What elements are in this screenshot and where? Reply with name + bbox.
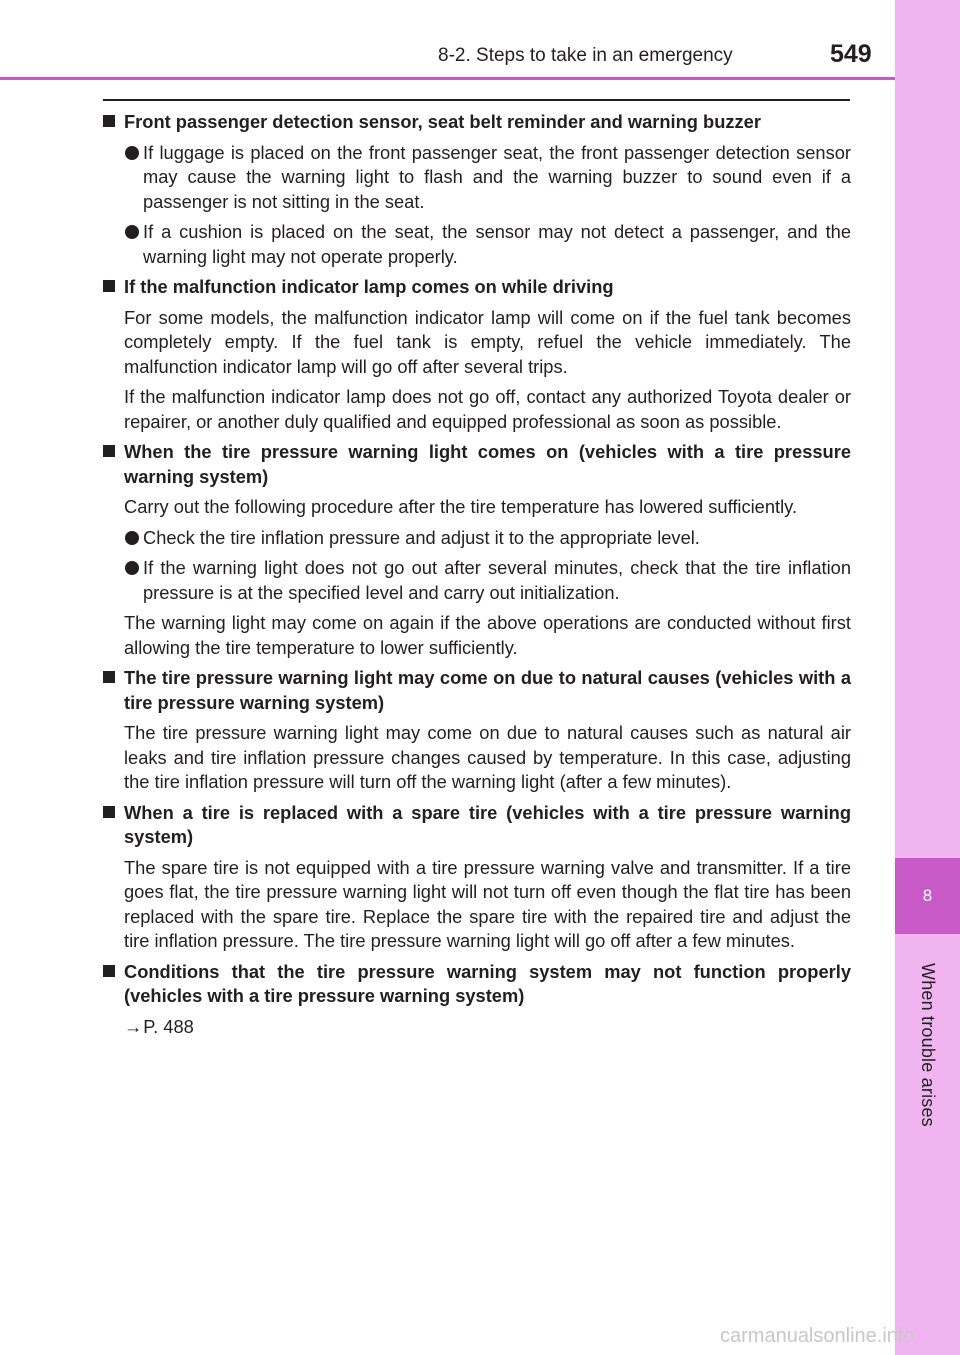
section-heading bbox=[103, 110, 851, 135]
arrow-right-icon: → bbox=[124, 1015, 143, 1037]
section-natural-causes bbox=[103, 666, 851, 795]
watermark: carmanualsonline.info bbox=[720, 1325, 915, 1347]
chapter-title-container bbox=[895, 950, 960, 1140]
bullet-text: If luggage is placed on the front passenger seat, the front passenger detection sensor may cause the warning light to flash and the warning buzzer to sound even if a passenger is not sitting in the seat. bbox=[143, 141, 851, 212]
section-heading bbox=[103, 440, 851, 489]
heading-text: When the tire pressure warning light comes on (vehicles with a tire pressure warning system) bbox=[124, 441, 851, 487]
section-heading bbox=[103, 275, 851, 300]
square-bullet-icon bbox=[103, 671, 115, 683]
paragraph: The spare tire is not equipped with a tire pressure warning valve and transmitter. If a tire goes flat, the tire pressure warning light will not turn off even though the flat tire has been replaced with the spare tire. Replace the spare tire with the repaired tire and adjust the tire inflation pressure. The tire pressure warning light will go off after a few minutes. bbox=[124, 856, 851, 951]
paragraph: The tire pressure warning light may come on due to natural causes such as natural air leaks and tire inflation pressure changes caused by temperature. In this case, adjusting the tire inflation pressure will turn off the warning light (after a few minutes). bbox=[124, 722, 851, 792]
round-bullet-icon bbox=[125, 561, 139, 575]
bullet-item bbox=[103, 526, 851, 551]
paragraph: For some models, the malfunction indicator lamp will come on if the fuel tank becomes completely empty. If the fuel tank is empty, refuel the vehicle immediately. The malfunction indicator lamp will go off after several trips. bbox=[124, 306, 851, 377]
square-bullet-icon bbox=[103, 115, 115, 127]
bullet-text: Check the tire inflation pressure and adjust it to the appropriate level. bbox=[143, 526, 700, 548]
chapter-sidebar bbox=[895, 0, 960, 1355]
heading-text: The tire pressure warning light may come on due to natural causes (vehicles with a tire pressure warning system) bbox=[124, 667, 851, 713]
round-bullet-icon bbox=[125, 146, 139, 160]
heading-text: Front passenger detection sensor, seat belt reminder and warning buzzer bbox=[124, 111, 761, 132]
page-content bbox=[103, 110, 851, 1045]
paragraph: Carry out the following procedure after the tire temperature has lowered sufficiently. bbox=[124, 496, 798, 517]
square-bullet-icon bbox=[103, 445, 115, 457]
heading-text: Conditions that the tire pressure warning system may not function properly (vehicles with a tire pressure warning system) bbox=[124, 960, 851, 1006]
page-reference-link[interactable]: P. 488 bbox=[143, 1015, 194, 1037]
section-tire-pressure-light bbox=[103, 440, 851, 660]
bullet-item bbox=[103, 220, 851, 269]
chapter-title: When trouble arises bbox=[918, 963, 938, 1127]
bullet-text: If the warning light does not go out after several minutes, check that the tire inflation pressure is at the specified level and carry out initialization. bbox=[143, 557, 851, 603]
bullet-text: If a cushion is placed on the seat, the sensor may not detect a passenger, and the warning light may not operate properly. bbox=[143, 221, 851, 267]
section-front-passenger-sensor bbox=[103, 110, 851, 269]
section-system-conditions bbox=[103, 960, 851, 1040]
content-top-rule bbox=[103, 99, 850, 101]
square-bullet-icon bbox=[103, 965, 115, 977]
heading-text: If the malfunction indicator lamp comes on while driving bbox=[124, 276, 614, 297]
square-bullet-icon bbox=[103, 806, 115, 818]
round-bullet-icon bbox=[125, 225, 139, 239]
section-header: 8-2. Steps to take in an emergency bbox=[438, 45, 733, 66]
bullet-item bbox=[103, 556, 851, 605]
chapter-number: 8 bbox=[922, 886, 933, 905]
round-bullet-icon bbox=[125, 531, 139, 545]
section-malfunction-lamp bbox=[103, 275, 851, 434]
section-heading bbox=[103, 960, 851, 1009]
page-reference[interactable] bbox=[103, 1015, 851, 1040]
paragraph: The warning light may come on again if the above operations are conducted without first allowing the tire temperature to lower sufficiently. bbox=[124, 612, 851, 658]
section-heading bbox=[103, 666, 851, 715]
page-number: 549 bbox=[830, 40, 872, 68]
section-heading bbox=[103, 801, 851, 850]
paragraph: If the malfunction indicator lamp does not go off, contact any authorized Toyota dealer or repairer, or another duly qualified and equipped professional as soon as possible. bbox=[124, 386, 851, 432]
heading-text: When a tire is replaced with a spare tire (vehicles with a tire pressure warning system) bbox=[124, 801, 851, 847]
chapter-tab[interactable] bbox=[895, 858, 960, 934]
header-divider bbox=[0, 77, 895, 80]
square-bullet-icon bbox=[103, 280, 115, 292]
section-spare-tire bbox=[103, 801, 851, 954]
bullet-item bbox=[103, 141, 851, 215]
